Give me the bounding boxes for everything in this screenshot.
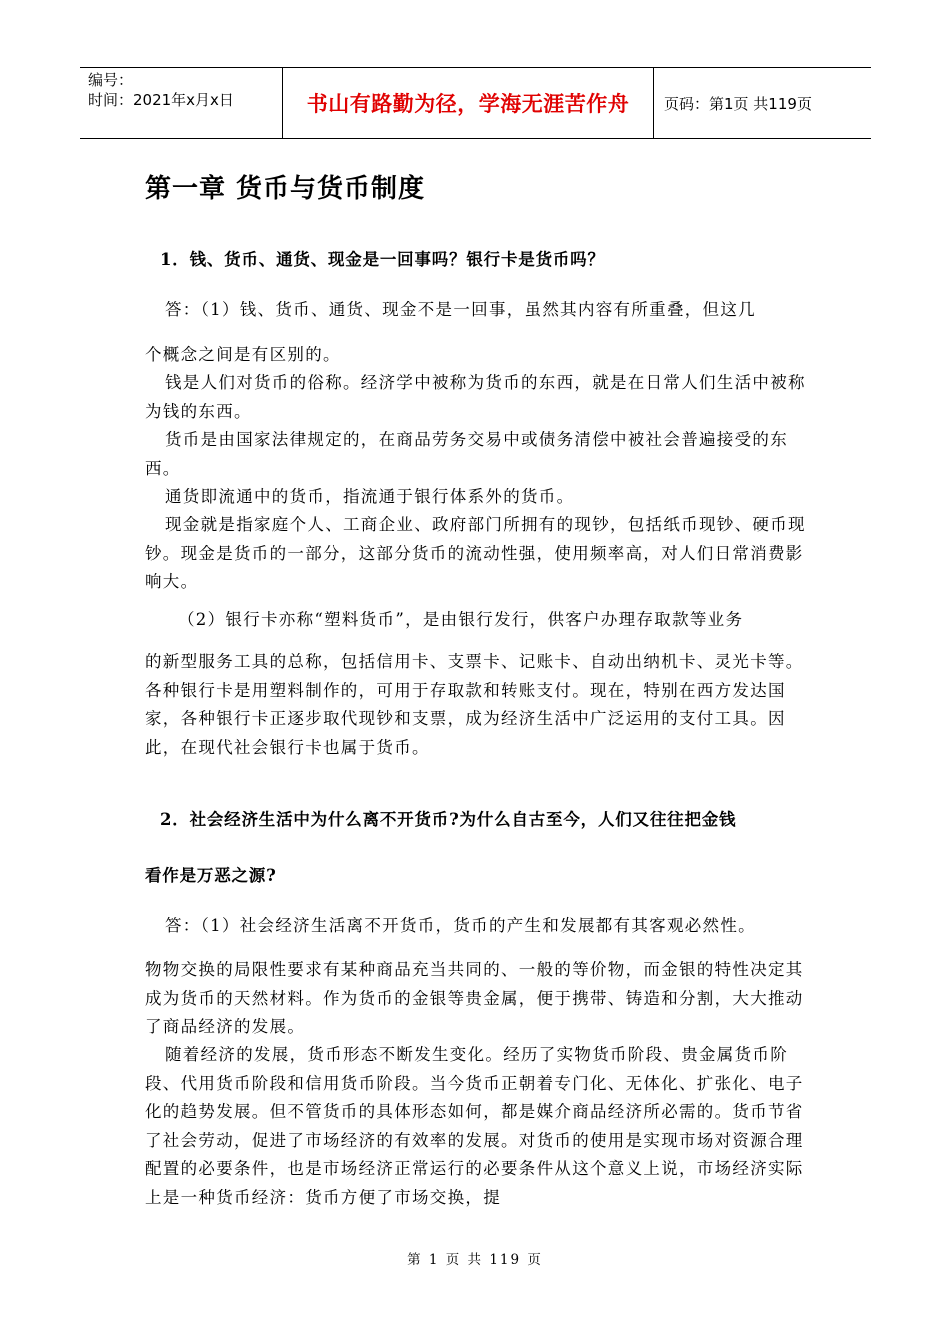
q1-answer-1-cont: 个概念之间是有区别的。 [145, 345, 341, 364]
q2-answer-1-cont: 物物交换的局限性要求有某种商品充当共同的、一般的等价物，而金银的特性决定其成为货币的天然材料。作为货币的金银等贵金属，便于携带、铸造和分割，大大推动了商品经济的发展。 [145, 960, 804, 1036]
question-1-title: 1．钱、货币、通货、现金是一回事吗？银行卡是货币吗？ [160, 250, 605, 269]
q1-answer-2: （2）银行卡亦称“塑料货币”，是由银行发行，供客户办理存取款等业务 [178, 610, 744, 629]
q1-paragraph-cash: 现金就是指家庭个人、工商企业、政府部门所拥有的现钞，包括纸币现钞、硬币现钞。现金是货币的一部分，这部分货币的流动性强，使用频率高，对人们日常消费影响大。 [145, 515, 806, 591]
document-header [80, 67, 871, 139]
q1-answer-1: 答：（1）钱、货币、通货、现金不是一回事，虽然其内容有所重叠，但这几 [165, 300, 756, 319]
number-label: 编号： [88, 71, 134, 89]
header-page-info: 页码：第1页 共119页 [664, 94, 812, 113]
header-meta [80, 68, 282, 138]
header-motto: 书山有路勤为径，学海无涯苦作舟 [282, 68, 654, 138]
question-2-title-line1: 2．社会经济生活中为什么离不开货币?为什么自古至今，人们又往往把金钱 [160, 810, 737, 829]
q1-answer-2-cont: 的新型服务工具的总称，包括信用卡、支票卡、记账卡、自动出纳机卡、灵光卡等。各种银行卡是用塑料制作的，可用于存取款和转账支付。现在，特别在西方发达国家，各种银行卡正逐步取代现钞和支票，成为经济生活中广泛运用的支付工具。因此，在现代社会银行卡也属于货币。 [145, 652, 804, 757]
q1-paragraph-money-colloquial: 钱是人们对货币的俗称。经济学中被称为货币的东西，就是在日常人们生活中被称为钱的东西。 [145, 373, 806, 421]
chapter-title: 第一章 货币与货币制度 [145, 174, 426, 204]
q2-answer-1: 答：（1）社会经济生活离不开货币，货币的产生和发展都有其客观必然性。 [165, 916, 756, 935]
q2-paragraph-development: 随着经济的发展，货币形态不断发生变化。经历了实物货币阶段、贵金属货币阶段、代用货币阶段和信用货币阶段。当今货币正朝着专门化、无体化、扩张化、电子化的趋势发展。但不管货币的具体形态如何，都是媒介商品经济所必需的。货币节省了社会劳动，促进了市场经济的有效率的发展。对货币的使用是实现市场对资源合理配置的必要条件，也是市场经济正常运行的必要条件从这个意义上说，市场经济实际上是一种货币经济：货币方便了市场交换，提 [145, 1045, 804, 1207]
page-footer: 第 1 页 共 119 页 [407, 1252, 543, 1268]
question-2-title-line2: 看作是万恶之源? [145, 866, 277, 885]
date-line: 时间：2021年x月x日 [88, 91, 234, 109]
q1-paragraph-money-legal: 货币是由国家法律规定的，在商品劳务交易中或债务清偿中被社会普遍接受的东西。 [145, 430, 788, 478]
q1-paragraph-currency: 通货即流通中的货币，指流通于银行体系外的货币。 [165, 487, 575, 506]
